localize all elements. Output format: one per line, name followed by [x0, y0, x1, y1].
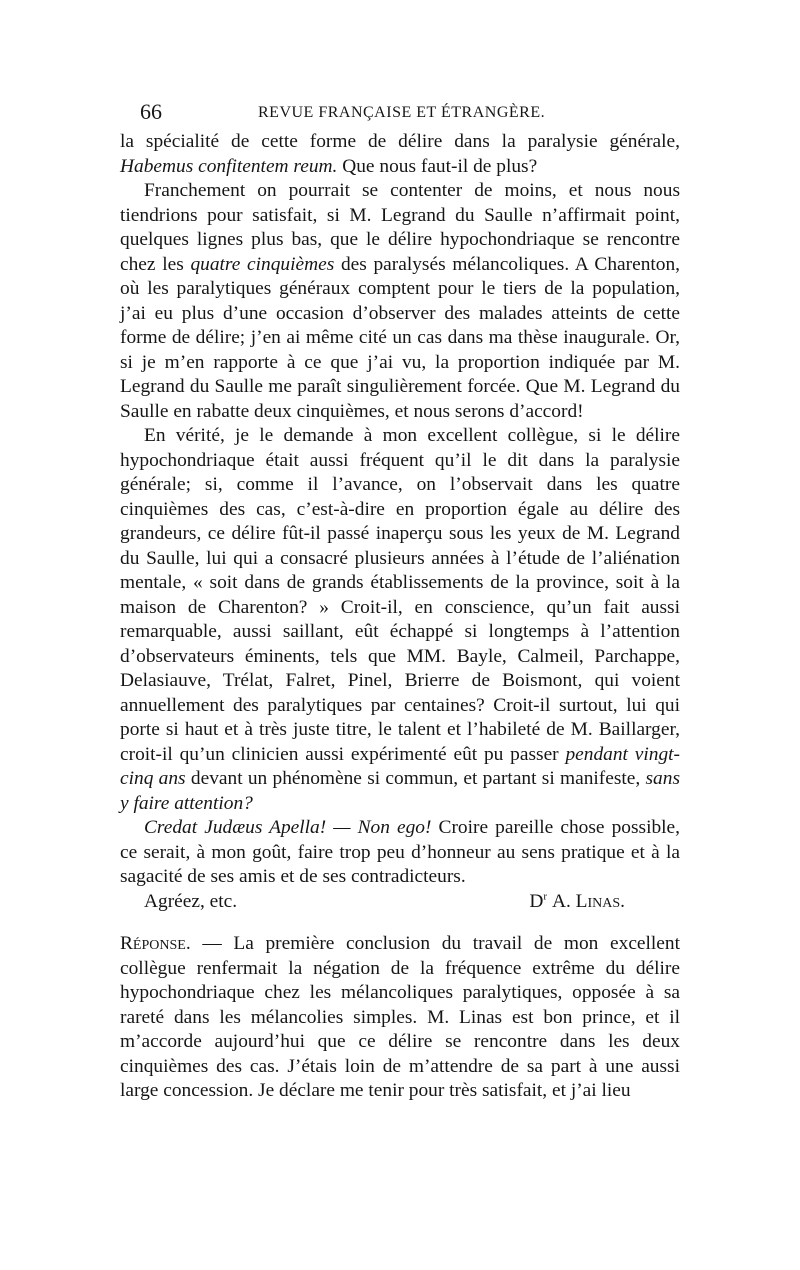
signature-title-sup: r: [543, 890, 548, 903]
paragraph-2-text-b: des paralysés mélancoliques. A Charenton, où les paralytiques généraux comptent pour le tiers de la population, j’ai eu plus d’une occasion d’observer des malades atteints de cette forme de délire; j’en ai même cité un cas dans ma thèse inaugurale. Or, si je m’en rapporte à ce que j’ai vu, la proportion indiquée par M. Legrand du Saulle me paraît singulièrement forcée. Que M. Legrand du Saulle en rabatte deux cinquièmes, et nous serons d’accord!: [120, 253, 681, 422]
closing-formula: Agréez, etc.: [144, 890, 238, 912]
closing-line: [120, 890, 680, 915]
signature: [529, 890, 625, 915]
signature-title: D: [529, 890, 544, 912]
paragraph-2: [120, 179, 680, 424]
latin-exclamation: Credat Judæus Apella! — Non ego!: [144, 817, 432, 838]
paragraph-1-end: Que nous faut-il de plus?: [337, 155, 538, 177]
letter-body: [120, 130, 680, 914]
page-header: [140, 100, 680, 124]
paragraph-3: [120, 424, 680, 816]
response-text: — La première conclusion du travail de mon excellent collègue renfermait la négation de la fréquence extrême du délire hypochondriaque chez les mélancoliques paralytiques, opposée à sa rareté dans les mélancolies simples. M. Linas est bon prince, et il m’accorde aujourd’hui que ce délire se rencontre dans les deux cinquièmes des cas. J’étais loin de m’attendre de sa part à une aussi large concession. Je déclare me tenir pour très satisfait, et j’ai lieu: [120, 933, 680, 1101]
paragraph-2-text-a: Franchement on pourrait se contenter de moins, et nous nous tiendrions pour satisfait, si M. Legrand du Saulle n’affirmait point, quelques lignes plus bas, que le délire hypochondriaque se rencontre chez les: [120, 180, 680, 275]
paragraph-4: [120, 816, 680, 890]
paragraph-1-text: la spécialité de cette forme de délire dans la paralysie générale,: [120, 131, 680, 152]
latin-quote: Habemus confitentem reum.: [120, 155, 338, 177]
paragraph-3-text-b: devant un phénomène si commun, et partant si manifeste,: [185, 768, 646, 789]
emphasis-quatre-cinquiemes: quatre cinquièmes: [190, 253, 335, 275]
response-paragraph: [120, 932, 680, 1104]
emphasis-vingt-cinq-ans: pendant vingt-cinq ans: [120, 743, 680, 789]
paragraph-4-text: Croire pareille chose possible, ce serait, à mon goût, faire trop peu d’honneur au sens pratique et à la sagacité de ses amis et de ses contradicteurs.: [120, 817, 680, 887]
running-title: REVUE FRANÇAISE ET ÉTRANGÈRE.: [258, 104, 546, 121]
page-number: 66: [140, 99, 162, 124]
paragraph-3-text-a: En vérité, je le demande à mon excellent collègue, si le délire hypochondriaque était aussi fréquent qu’il le dit dans la paralysie générale; si, comme il l’avance, on l’observait dans les quatre cinquièmes des cas, c’est-à-dire en proportion égale au délire des grandeurs, ce délire fût-il passé inaperçu sous les yeux de M. Legrand du Saulle, lui qui a consacré plusieurs années à l’étude de l’aliénation mentale, « soit dans de grands établissements de la province, soit à la maison de Charenton? » Croit-il, en conscience, qu’un fait aussi remarquable, aussi saillant, eût échappé si longtemps à l’attention d’observateurs éminents, tels que MM. Bayle, Calmeil, Parchappe, Delasiauve, Trélat, Falret, Pinel, Brierre de Boismont, qui voient annuellement des paralytiques par centaines? Croit-il surtout, lui qui porte si haut et à très juste titre, le talent et l’habileté de M. Baillarger, croit-il qu’un clinicien aussi expérimenté eût pu passer: [120, 425, 680, 765]
response-section: [120, 932, 680, 1104]
paragraph-1: [120, 130, 680, 179]
emphasis-sans-attention: sans y faire attention?: [120, 768, 680, 814]
signature-name: A. Linas.: [551, 890, 625, 912]
response-label: Réponse.: [120, 933, 191, 954]
